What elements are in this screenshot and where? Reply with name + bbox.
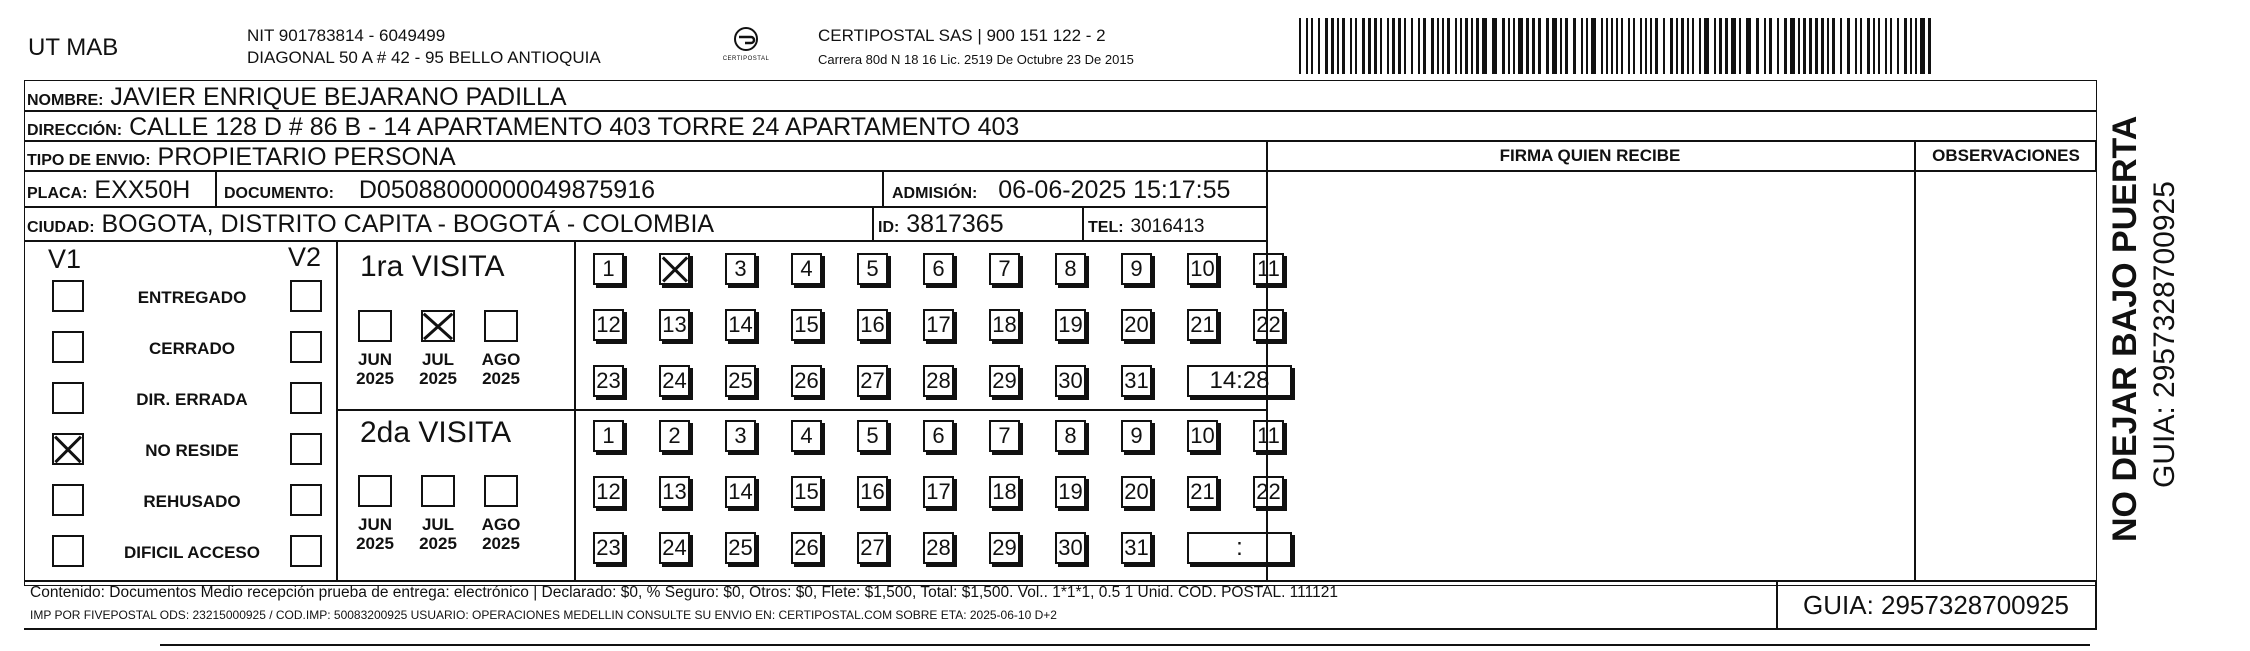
barcode-bar [1476, 18, 1479, 74]
visit2-day[interactable]: 9 [1121, 420, 1152, 452]
divider [24, 628, 2097, 630]
barcode-bar [1552, 18, 1557, 74]
status-reason-label: REHUSADO [143, 492, 241, 511]
visit2-day[interactable]: 20 [1121, 476, 1152, 508]
barcode-bar [1387, 18, 1389, 74]
barcode-bar [1746, 18, 1751, 74]
id-row [878, 211, 1004, 237]
visit1-day[interactable]: 23 [593, 365, 624, 397]
barcode-bar [1442, 18, 1444, 74]
visit1-day[interactable]: 27 [857, 365, 888, 397]
v2-checkbox[interactable] [290, 331, 322, 363]
visit1-day[interactable]: 19 [1055, 309, 1086, 341]
barcode-bar [1447, 18, 1450, 74]
visit1-day[interactable]: 21 [1187, 309, 1218, 341]
footer-imp: IMP POR FIVEPOSTAL ODS: 23215000925 / COD.IMP: 50083200925 USUARIO: OPERACIONES MEDELLIN CONSULTE SU ENVIO EN: CERTIPOSTAL.COM SOBRE ETA: 2025-06-10 D+2 [30, 608, 1057, 622]
side-warning: NO DEJAR BAJO PUERTA [2106, 115, 2144, 542]
plate-value: EXX50H [94, 176, 191, 204]
barcode-bar [1731, 18, 1736, 74]
barcode-bar [1380, 18, 1382, 74]
visit1-month-checkbox[interactable] [421, 310, 455, 342]
barcode [1297, 18, 1934, 74]
barcode-icon [1297, 18, 1934, 74]
barcode-bar [1437, 18, 1439, 74]
barcode-bar [1482, 18, 1487, 74]
v1-checkbox[interactable] [52, 382, 84, 414]
observations-area[interactable] [1916, 172, 2095, 580]
barcode-bar [1928, 18, 1931, 74]
barcode-bar [1687, 18, 1689, 74]
barcode-bar [1513, 18, 1515, 74]
barcode-bar [1663, 18, 1665, 74]
visit2-month-name: JUN [357, 515, 392, 534]
status-reason-label: ENTREGADO [137, 288, 247, 307]
barcode-bar [1798, 18, 1800, 74]
visit1-day[interactable]: 25 [725, 365, 756, 397]
visit1-month-name: AGO [481, 350, 521, 369]
barcode-bar [1611, 18, 1613, 74]
barcode-bar [1764, 18, 1766, 74]
visit1-day[interactable]: 1 [593, 253, 624, 285]
barcode-bar [1601, 18, 1603, 74]
address-row [27, 114, 1019, 140]
visit2-day[interactable]: 27 [857, 532, 888, 564]
footer-content: Contenido: Documentos Medio recepción prueba de entrega: electrónico | Declarado: $0, % Seguro: $0, Otros: $0, Flete: $1,500, Total: $1,500. Vol.. 1*1*1, 0.5 1 Unid. COD. POSTAL. 111121 [30, 584, 1338, 601]
visit2-day[interactable]: 26 [791, 532, 822, 564]
signature-area[interactable] [1268, 172, 1914, 580]
barcode-bar [1840, 18, 1842, 74]
visit1-month-checkbox[interactable] [358, 310, 392, 342]
city-row [27, 211, 714, 237]
company-nit: NIT 901783814 - 6049499 [247, 26, 446, 45]
visit1-day[interactable]: 14 [725, 309, 756, 341]
visit1-day[interactable]: 13 [659, 309, 690, 341]
barcode-bar [1878, 18, 1880, 74]
barcode-bar [1769, 18, 1772, 74]
visit1-time[interactable]: 14:28 [1187, 365, 1292, 397]
barcode-bar [1699, 18, 1701, 74]
visit2-day[interactable]: 1 [593, 420, 624, 452]
barcode-bar [1904, 18, 1907, 74]
visit1-day[interactable]: 7 [989, 253, 1020, 285]
visit1-day[interactable]: 9 [1121, 253, 1152, 285]
visit1-day[interactable]: 30 [1055, 365, 1086, 397]
barcode-bar [1873, 18, 1875, 74]
visit1-month-year: 2025 [482, 369, 520, 388]
barcode-bar [1633, 18, 1635, 74]
document-row [224, 177, 655, 203]
barcode-bar [1573, 18, 1576, 74]
barcode-bar [1714, 18, 1716, 74]
barcode-bar [1518, 18, 1523, 74]
barcode-bar [1616, 18, 1618, 74]
barcode-bar [1581, 18, 1583, 74]
divider [215, 172, 217, 206]
barcode-bar [1606, 18, 1608, 74]
address-value: CALLE 128 D # 86 B - 14 APARTAMENTO 403 TORRE 24 APARTAMENTO 403 [129, 113, 1020, 141]
barcode-bar [1885, 18, 1887, 74]
visit1-day[interactable]: 28 [923, 365, 954, 397]
barcode-bar [1897, 18, 1899, 74]
barcode-bar [1350, 18, 1352, 74]
logo-text: CERTIPOSTAL [722, 56, 770, 62]
barcode-bar [1827, 18, 1829, 74]
divider [336, 409, 1266, 411]
shipping-type-label: TIPO DE ENVIO: [27, 152, 151, 169]
phone-label: TEL: [1088, 219, 1124, 236]
status-reason-label: NO RESIDE [145, 441, 239, 460]
visit2-day[interactable]: 30 [1055, 532, 1086, 564]
barcode-bar [1423, 18, 1426, 74]
visit2-day[interactable]: 28 [923, 532, 954, 564]
barcode-bar [1719, 18, 1722, 74]
barcode-bar [1325, 18, 1328, 74]
barcode-bar [1910, 18, 1912, 74]
v1-checkbox[interactable] [52, 433, 84, 465]
barcode-bar [1455, 18, 1457, 74]
barcode-bar [1342, 18, 1345, 74]
visit2-day[interactable]: 10 [1187, 420, 1218, 452]
barcode-bar [1299, 18, 1301, 74]
barcode-bar [1670, 18, 1673, 74]
visit2-day[interactable]: 7 [989, 420, 1020, 452]
barcode-bar [1418, 18, 1420, 74]
barcode-bar [1471, 18, 1473, 74]
barcode-bar [1362, 18, 1365, 74]
barcode-bar [1337, 18, 1339, 74]
visit2-day[interactable]: 18 [989, 476, 1020, 508]
barcode-bar [1784, 18, 1787, 74]
v1-label: V1 [48, 244, 82, 274]
v1-checkbox[interactable] [52, 484, 84, 516]
barcode-bar [1404, 18, 1406, 74]
visit1-day[interactable]: 4 [791, 253, 822, 285]
barcode-bar [1920, 18, 1925, 74]
barcode-bar [1398, 18, 1401, 74]
barcode-bar [1640, 18, 1642, 74]
barcode-bar [1411, 18, 1413, 74]
visit2-month-year: 2025 [419, 534, 457, 553]
barcode-bar [1739, 18, 1741, 74]
admission-value: 06-06-2025 15:17:55 [998, 176, 1231, 204]
visit2-day[interactable]: 2 [659, 420, 690, 452]
phone-row [1088, 211, 1204, 237]
visit1-day[interactable]: 5 [857, 253, 888, 285]
visit1-day[interactable]: 26 [791, 365, 822, 397]
v2-checkbox[interactable] [290, 433, 322, 465]
visit2-day[interactable]: 24 [659, 532, 690, 564]
shipping-type-row [27, 144, 456, 170]
visit2-day[interactable]: 8 [1055, 420, 1086, 452]
barcode-bar [1915, 18, 1917, 74]
barcode-bar [1586, 18, 1588, 74]
visit2-day[interactable]: 5 [857, 420, 888, 452]
barcode-bar [1431, 18, 1434, 74]
v1-checkbox[interactable] [52, 280, 84, 312]
visit2-day[interactable]: 29 [989, 532, 1020, 564]
visit1-day[interactable]: 29 [989, 365, 1020, 397]
visit1-day[interactable]: 12 [593, 309, 624, 341]
bottom-rule [160, 644, 2090, 646]
visit2-day[interactable]: 15 [791, 476, 822, 508]
barcode-bar [1565, 18, 1568, 74]
name-value: JAVIER ENRIQUE BEJARANO PADILLA [110, 83, 567, 111]
barcode-bar [1815, 18, 1818, 74]
company-name: UT MAB [28, 34, 119, 61]
divider [24, 206, 1266, 208]
divider [882, 172, 884, 206]
visit1-day-checked[interactable] [659, 253, 690, 285]
visit1-day[interactable]: 6 [923, 253, 954, 285]
plate-row [27, 177, 190, 203]
v2-checkbox[interactable] [290, 535, 322, 567]
visit1-month-year: 2025 [419, 369, 457, 388]
divider [24, 240, 1266, 242]
barcode-bar [1867, 18, 1870, 74]
name-label: NOMBRE: [27, 92, 104, 109]
visit1-day[interactable]: 31 [1121, 365, 1152, 397]
barcode-bar [1692, 18, 1694, 74]
v2-checkbox[interactable] [290, 484, 322, 516]
document-value: D05088000000049875916 [358, 176, 656, 204]
visit2-month-checkbox[interactable] [484, 475, 518, 507]
observations-header: OBSERVACIONES [1932, 146, 2080, 165]
visit2-title: 2da VISITA [360, 416, 512, 449]
visit1-day[interactable]: 3 [725, 253, 756, 285]
v1-checkbox[interactable] [52, 535, 84, 567]
visit2-day[interactable]: 14 [725, 476, 756, 508]
certipostal-logo [706, 24, 786, 68]
visit2-day[interactable]: 21 [1187, 476, 1218, 508]
barcode-bar [1676, 18, 1678, 74]
signature-header: FIRMA QUIEN RECIBE [1499, 146, 1681, 165]
visit1-month-name: JUL [421, 350, 455, 369]
barcode-bar [1591, 18, 1596, 74]
barcode-bar [1492, 18, 1497, 74]
admission-row [892, 177, 1230, 203]
v2-checkbox[interactable] [290, 382, 322, 414]
shipping-type-value: PROPIETARIO PERSONA [157, 143, 456, 171]
visit2-day[interactable]: 22 [1253, 476, 1284, 508]
phone-value: 3016413 [1130, 216, 1205, 237]
barcode-bar [1532, 18, 1535, 74]
visit2-day[interactable]: 25 [725, 532, 756, 564]
visit1-day[interactable]: 15 [791, 309, 822, 341]
visit2-day[interactable]: 12 [593, 476, 624, 508]
barcode-bar [1460, 18, 1462, 74]
barcode-bar [1855, 18, 1857, 74]
carrier-license: Carrera 80d N 18 16 Lic. 2519 De Octubre 23 De 2015 [818, 52, 1134, 67]
visit2-month-checkbox[interactable] [421, 475, 455, 507]
plate-label: PLACA: [27, 185, 88, 202]
barcode-bar [1756, 18, 1759, 74]
barcode-bar [1628, 18, 1630, 74]
divider [24, 580, 2097, 582]
divider [1082, 206, 1084, 240]
barcode-bar [1374, 18, 1377, 74]
barcode-bar [1546, 18, 1549, 74]
barcode-bar [1704, 18, 1709, 74]
visit1-title: 1ra VISITA [360, 250, 505, 283]
visit2-day[interactable]: 4 [791, 420, 822, 452]
address-label: DIRECCIÓN: [27, 122, 123, 139]
barcode-bar [1777, 18, 1779, 74]
status-reason-label: DIFICIL ACCESO [123, 543, 260, 562]
visit1-day[interactable]: 11 [1253, 253, 1284, 285]
visit2-time[interactable]: : [1187, 532, 1292, 564]
visit2-month-name: JUL [421, 515, 455, 534]
visit2-day[interactable]: 31 [1121, 532, 1152, 564]
barcode-bar [1681, 18, 1684, 74]
visit2-day[interactable]: 23 [593, 532, 624, 564]
visit2-month-name: AGO [481, 515, 521, 534]
visit1-day[interactable]: 10 [1187, 253, 1218, 285]
barcode-bar [1890, 18, 1892, 74]
document-label: DOCUMENTO: [224, 185, 334, 202]
divider [872, 206, 874, 240]
visit2-day[interactable]: 19 [1055, 476, 1086, 508]
barcode-bar [1318, 18, 1320, 74]
barcode-bar [1526, 18, 1529, 74]
v2-checkbox[interactable] [290, 280, 322, 312]
barcode-bar [1311, 18, 1313, 74]
barcode-bar [1306, 18, 1308, 74]
side-guide: GUIA: 2957328700925 [2148, 181, 2181, 488]
barcode-bar [1725, 18, 1728, 74]
barcode-bar [1803, 18, 1806, 74]
barcode-bar [1331, 18, 1334, 74]
barcode-bar [1860, 18, 1862, 74]
visit2-month-year: 2025 [356, 534, 394, 553]
carrier-name: CERTIPOSTAL SAS | 900 151 122 - 2 [818, 26, 1106, 45]
status-reason-label: CERRADO [149, 339, 235, 358]
barcode-bar [1832, 18, 1835, 74]
barcode-bar [1821, 18, 1824, 74]
visit1-month-checkbox[interactable] [484, 310, 518, 342]
barcode-bar [1355, 18, 1357, 74]
visit1-day[interactable]: 16 [857, 309, 888, 341]
barcode-bar [1502, 18, 1505, 74]
visit1-month-year: 2025 [356, 369, 394, 388]
v1-checkbox[interactable] [52, 331, 84, 363]
barcode-bar [1465, 18, 1468, 74]
company-address: DIAGONAL 50 A # 42 - 95 BELLO ANTIOQUIA [247, 48, 601, 67]
visit2-month-checkbox[interactable] [358, 475, 392, 507]
visit1-month-name: JUN [357, 350, 392, 369]
visit1-day[interactable]: 8 [1055, 253, 1086, 285]
barcode-bar [1655, 18, 1658, 74]
footer-guide: GUIA: 2957328700925 [1803, 590, 2069, 620]
barcode-bar [1392, 18, 1395, 74]
barcode-bar [1538, 18, 1541, 74]
barcode-bar [1847, 18, 1850, 74]
visit2-day[interactable]: 6 [923, 420, 954, 452]
visit2-day[interactable]: 13 [659, 476, 690, 508]
name-row [27, 84, 567, 110]
barcode-bar [1508, 18, 1510, 74]
city-value: BOGOTA, DISTRITO CAPITA - BOGOTÁ - COLOMBIA [101, 210, 715, 238]
visit2-month-year: 2025 [482, 534, 520, 553]
city-label: CIUDAD: [27, 219, 95, 236]
barcode-bar [1809, 18, 1812, 74]
barcode-bar [1790, 18, 1795, 74]
visit1-day[interactable]: 22 [1253, 309, 1284, 341]
visit1-day[interactable]: 20 [1121, 309, 1152, 341]
barcode-bar [1368, 18, 1371, 74]
barcode-bar [1621, 18, 1623, 74]
id-value: 3817365 [906, 210, 1004, 238]
v2-label: V2 [288, 242, 322, 272]
visit2-day[interactable]: 11 [1253, 420, 1284, 452]
barcode-bar [1560, 18, 1562, 74]
status-reason-label: DIR. ERRADA [136, 390, 248, 409]
visit2-day[interactable]: 16 [857, 476, 888, 508]
barcode-bar [1650, 18, 1652, 74]
id-label: ID: [878, 219, 900, 236]
visit1-day[interactable]: 17 [923, 309, 954, 341]
visit1-day[interactable]: 24 [659, 365, 690, 397]
visit2-day[interactable]: 3 [725, 420, 756, 452]
barcode-bar [1645, 18, 1647, 74]
visit1-day[interactable]: 18 [989, 309, 1020, 341]
admission-label: ADMISIÓN: [892, 185, 978, 202]
visit2-day[interactable]: 17 [923, 476, 954, 508]
